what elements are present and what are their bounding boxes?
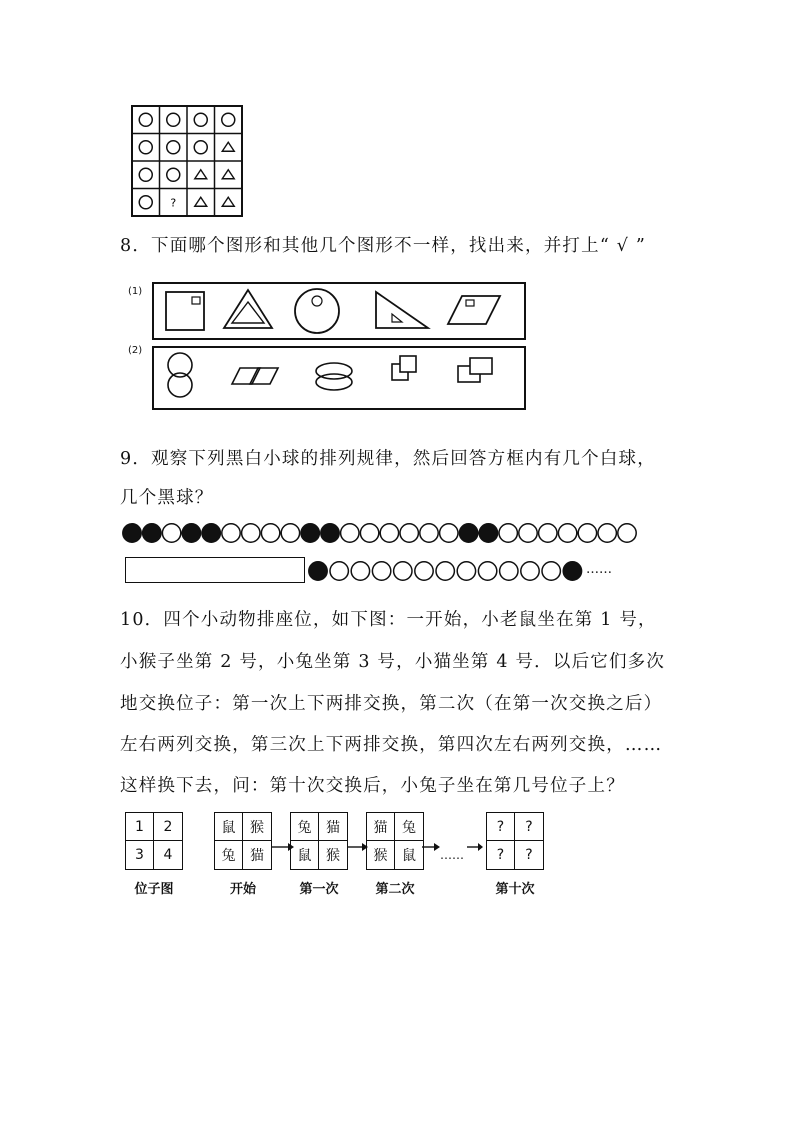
white-ball xyxy=(542,562,560,580)
triangle-icon xyxy=(222,170,234,179)
triangle-icon xyxy=(222,197,234,206)
white-ball xyxy=(521,562,539,580)
shape-row-2 xyxy=(152,346,526,410)
seat-grid-caption: 开始 xyxy=(229,882,256,897)
row-1-label: (1) xyxy=(128,286,143,297)
seat-cell: 猴 xyxy=(367,841,395,869)
white-ball xyxy=(598,524,616,542)
seat-cell: 3 xyxy=(126,841,154,869)
question-9-line-2: 几个黑球？ xyxy=(120,488,214,508)
white-ball xyxy=(578,524,596,542)
black-ball xyxy=(321,524,339,542)
circle-icon xyxy=(167,168,180,181)
white-ball xyxy=(457,562,475,580)
arrow-icon xyxy=(348,843,368,851)
question-10-line-5: 这样换下去，问：第十次交换后，小兔子坐在第几号位子上？ xyxy=(120,776,625,796)
black-ball xyxy=(479,524,497,542)
black-ball xyxy=(309,562,327,580)
white-ball xyxy=(351,562,369,580)
question-10-line-3: 地交换位子：第一次上下两排交换，第二次（在第一次交换之后） xyxy=(120,694,663,714)
circle-icon xyxy=(139,141,152,154)
black-ball xyxy=(301,524,319,542)
triangle-icon xyxy=(195,197,207,206)
white-ball xyxy=(500,562,518,580)
circle-icon xyxy=(222,113,235,126)
white-ball xyxy=(618,524,636,542)
white-ball xyxy=(242,524,260,542)
white-ball xyxy=(360,524,378,542)
seat-cell: 鼠 xyxy=(291,841,319,869)
row-2-label: (2) xyxy=(128,345,143,356)
seat-cell: 兔 xyxy=(291,813,319,841)
shape-grid-puzzle xyxy=(131,105,243,217)
question-8-text: 8．下面哪个图形和其他几个图形不一样，找出来，并打上“ √ ” xyxy=(120,236,647,256)
seat-grid-caption: 位子图 xyxy=(134,882,174,897)
white-ball xyxy=(400,524,418,542)
seat-grid-caption: 第一次 xyxy=(299,882,339,897)
white-ball xyxy=(341,524,359,542)
arrow-icon xyxy=(272,843,294,851)
seat-cell: ? xyxy=(525,847,533,863)
two-circles-icon xyxy=(168,353,192,397)
answer-box xyxy=(125,557,305,583)
white-ball xyxy=(261,524,279,542)
seat-cell: 2 xyxy=(154,813,182,841)
ball-row-1 xyxy=(120,522,640,544)
seat-cell: 兔 xyxy=(215,841,243,869)
white-ball xyxy=(478,562,496,580)
ball-ellipsis: …… xyxy=(586,562,612,577)
white-ball xyxy=(499,524,517,542)
triangle-icon xyxy=(222,142,234,151)
arrow-icon xyxy=(466,840,484,854)
seat-cell: 猴 xyxy=(243,813,271,841)
black-ball xyxy=(182,524,200,542)
white-ball xyxy=(372,562,390,580)
seat-cell: 鼠 xyxy=(215,813,243,841)
white-ball xyxy=(420,524,438,542)
seat-cell: 1 xyxy=(126,813,154,841)
question-9-line-1: 9．观察下列黑白小球的排列规律，然后回答方框内有几个白球， xyxy=(120,449,656,469)
white-ball xyxy=(519,524,537,542)
arrow-icon xyxy=(422,843,440,851)
triangle-icon xyxy=(224,290,272,328)
circle-icon xyxy=(194,113,207,126)
parallelogram-icon xyxy=(448,296,500,324)
seat-cell: ? xyxy=(515,813,543,841)
circle-icon xyxy=(167,141,180,154)
right-triangle-icon xyxy=(376,292,428,328)
white-ball xyxy=(222,524,240,542)
question-10-line-1: 10．四个小动物排座位，如下图：一开始，小老鼠坐在第 1 号， xyxy=(120,610,657,630)
white-ball xyxy=(440,524,458,542)
seat-grid xyxy=(486,812,544,870)
seat-grid-caption: 第二次 xyxy=(375,882,415,897)
white-ball xyxy=(162,524,180,542)
question-mark: ? xyxy=(170,196,177,210)
square-icon xyxy=(166,292,204,330)
circle-icon xyxy=(139,113,152,126)
shape-row-1 xyxy=(152,282,526,340)
seat-ellipsis: …… xyxy=(440,848,464,862)
black-ball xyxy=(123,524,141,542)
seat-grid xyxy=(214,812,272,870)
two-ellipses-icon xyxy=(316,363,352,390)
circle-icon xyxy=(139,196,152,209)
black-ball xyxy=(202,524,220,542)
white-ball xyxy=(380,524,398,542)
question-10-line-2: 小猴子坐第 2 号，小兔坐第 3 号，小猫坐第 4 号．以后它们多次 xyxy=(120,652,666,672)
circle-icon xyxy=(295,289,339,333)
white-ball xyxy=(281,524,299,542)
black-ball xyxy=(459,524,477,542)
two-rectangles-icon xyxy=(458,358,492,382)
two-squares-icon xyxy=(392,356,416,380)
black-ball xyxy=(563,562,581,580)
seat-cell: 兔 xyxy=(395,813,423,841)
seat-cell: 鼠 xyxy=(402,848,416,864)
seat-cell: ? xyxy=(487,813,515,841)
white-ball xyxy=(436,562,454,580)
seat-cell: 猴 xyxy=(326,848,340,864)
black-ball xyxy=(143,524,161,542)
white-ball xyxy=(558,524,576,542)
white-ball xyxy=(539,524,557,542)
seat-grid xyxy=(125,812,183,870)
white-ball xyxy=(394,562,412,580)
seat-grid-caption: 第十次 xyxy=(495,882,535,897)
seat-cell: 猫 xyxy=(367,813,395,841)
white-ball xyxy=(415,562,433,580)
seat-cell: 猫 xyxy=(250,848,264,864)
white-ball xyxy=(330,562,348,580)
circle-icon xyxy=(167,113,180,126)
circle-icon xyxy=(139,168,152,181)
question-10-line-4: 左右两列交换，第三次上下两排交换，第四次左右两列交换，…… xyxy=(120,735,663,755)
two-parallelograms-icon xyxy=(232,368,278,384)
seat-cell: 猫 xyxy=(319,813,347,841)
circle-icon xyxy=(194,141,207,154)
ball-row-2 xyxy=(304,560,594,582)
triangle-icon xyxy=(195,170,207,179)
seat-cell: 4 xyxy=(163,847,173,863)
seat-cell: ? xyxy=(487,841,515,869)
